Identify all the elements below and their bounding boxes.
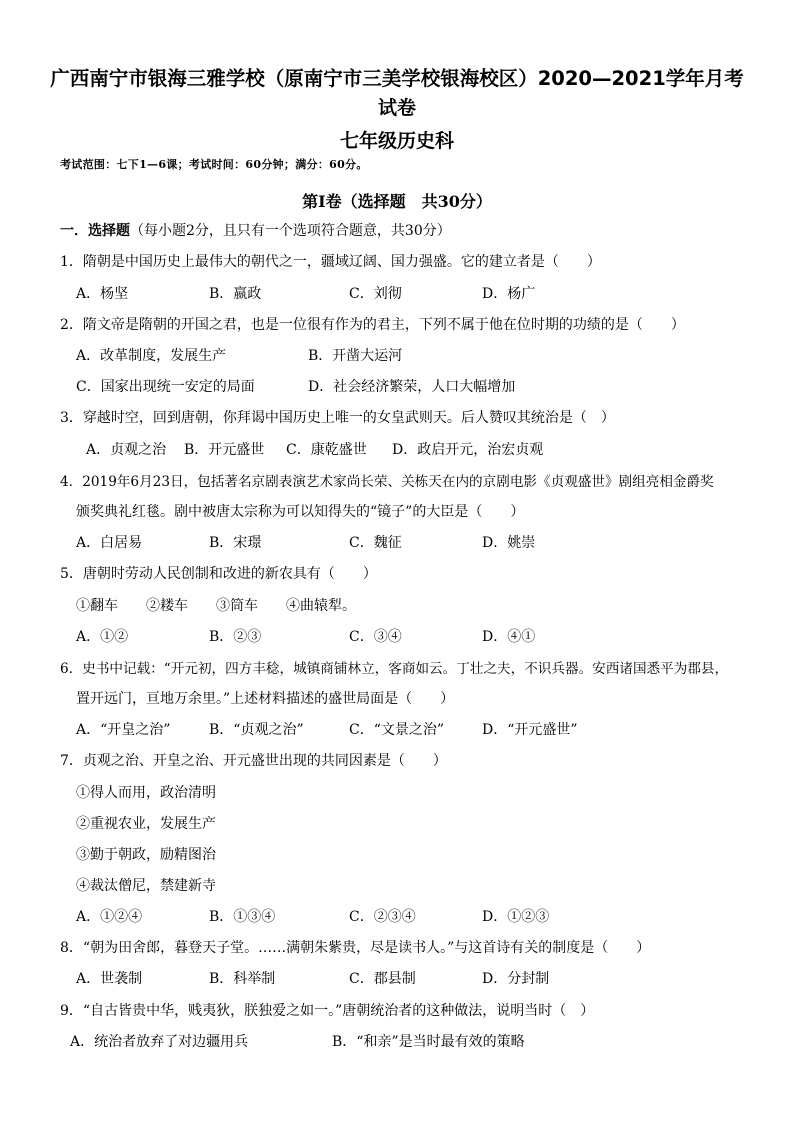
question-6-option-d: D．“开元盛世” (482, 722, 578, 738)
question-8-stem: 8．“朝为田舍郎，暮登天子堂。……满朝朱紫贵，尽是读书人。”与这首诗有关的制度是（ ） (60, 940, 651, 956)
instruction-label: 一．选择题 (60, 223, 130, 239)
question-6-stem-line-2: 置开远门，亘地万余里。”上述材料描述的盛世局面是（ ） (76, 691, 455, 707)
question-9-option-b: B．“和亲”是当时最有效的策略 (332, 1034, 525, 1050)
question-4-option-c: C．魏征 (349, 535, 402, 551)
question-3-option-b: B．开元盛世 (184, 442, 265, 458)
question-6-option-c: C．“文景之治” (349, 722, 445, 738)
question-4-stem-line-1: 4．2019年6月23日，包括著名京剧表演艺术家尚长荣、关栋天在内的京剧电影《贞观盛世》剧组亮相金爵奖 (60, 474, 714, 490)
question-5-items: ①翻车 ②耧车 ③筒车 ④曲辕犁。 (76, 598, 356, 614)
question-7-option-b: B．①③④ (209, 909, 276, 925)
question-6-stem-line-1: 6．史书中记载：“开元初，四方丰稔，城镇商铺林立，客商如云。丁壮之夫，不识兵器。安西诸国悉平为郡县， (60, 661, 729, 677)
question-8-option-a: A．世袭制 (76, 971, 143, 987)
instruction-text: （每小题2分，且只有一个选项符合题意，共30分） (130, 223, 451, 239)
question-1-stem: 1．隋朝是中国历史上最伟大的朝代之一，疆域辽阔、国力强盛。它的建立者是（ ） (60, 254, 601, 270)
question-4-option-d: D．姚崇 (482, 535, 536, 551)
question-4-option-b: B．宋璟 (209, 535, 262, 551)
question-7-option-c: C．②③④ (349, 909, 416, 925)
question-7-item-3: ③勤于朝政，励精图治 (76, 847, 216, 863)
question-7-item-1: ①得人而用，政治清明 (76, 785, 216, 801)
question-2-option-c: C．国家出现统一安定的局面 (76, 379, 255, 395)
question-7-option-d: D．①②③ (482, 909, 550, 925)
question-1-option-c: C．刘彻 (349, 286, 402, 302)
question-6-option-a: A．“开皇之治” (76, 722, 171, 738)
exam-subject: 七年级历史科 (339, 130, 454, 152)
question-2-option-d: D．社会经济繁荣，人口大幅增加 (308, 379, 516, 395)
question-5-stem: 5．唐朝时劳动人民创制和改进的新农具有（ ） (60, 566, 377, 582)
question-7-item-2: ②重视农业，发展生产 (76, 816, 216, 832)
question-1-option-d: D．杨广 (482, 286, 536, 302)
question-2-option-b: B．开凿大运河 (308, 348, 403, 364)
question-9-stem: 9．“自古皆贵中华，贱夷狄，朕独爱之如一。”唐朝统治者的这种做法，说明当时（ ） (60, 1003, 595, 1019)
section-heading: 第Ⅰ卷（选择题 共30分） (302, 192, 492, 211)
question-2-stem: 2．隋文帝是隋朝的开国之君，也是一位很有作为的君主，下列不属于他在位时期的功绩的是（ ） (60, 317, 685, 333)
exam-title-line-2: 试卷 (377, 97, 416, 119)
question-5-option-b: B．②③ (209, 629, 262, 645)
question-5-option-d: D．④① (482, 629, 536, 645)
question-4-option-a: A．白居易 (76, 535, 143, 551)
question-3-option-a: A．贞观之治 (86, 442, 167, 458)
question-5-option-a: A．①② (76, 629, 129, 645)
question-4-stem-line-2: 颁奖典礼红毯。剧中被唐太宗称为可以知得失的“镜子”的大臣是（ ） (76, 504, 525, 520)
question-9-option-a: A．统治者放弃了对边疆用兵 (70, 1034, 249, 1050)
question-8-option-b: B．科举制 (209, 971, 276, 987)
question-3-option-c: C．康乾盛世 (286, 442, 367, 458)
question-8-option-c: C．郡县制 (349, 971, 416, 987)
question-8-option-d: D．分封制 (482, 971, 550, 987)
question-7-stem: 7．贞观之治、开皇之治、开元盛世出现的共同因素是（ ） (60, 753, 447, 769)
section-instruction (60, 220, 451, 240)
question-1-option-b: B．嬴政 (209, 286, 262, 302)
question-5-option-c: C．③④ (349, 629, 402, 645)
question-3-option-d: D．政启开元，治宏贞观 (392, 442, 544, 458)
question-3-stem: 3．穿越时空，回到唐朝，你拜谒中国历史上唯一的女皇武则天。后人赞叹其统治是（ ） (60, 410, 615, 426)
question-7-option-a: A．①②④ (76, 909, 143, 925)
question-7-item-4: ④裁汰僧尼，禁建新寺 (76, 878, 216, 894)
exam-info: 考试范围：七下1—6课；考试时间：60分钟；满分：60分。 (60, 158, 368, 171)
question-6-option-b: B．“贞观之治” (209, 722, 304, 738)
question-2-option-a: A．改革制度，发展生产 (76, 348, 227, 364)
exam-title-line-1: 广西南宁市银海三雅学校（原南宁市三美学校银海校区）2020—2021学年月考 (50, 67, 744, 90)
question-1-option-a: A．杨坚 (76, 286, 129, 302)
